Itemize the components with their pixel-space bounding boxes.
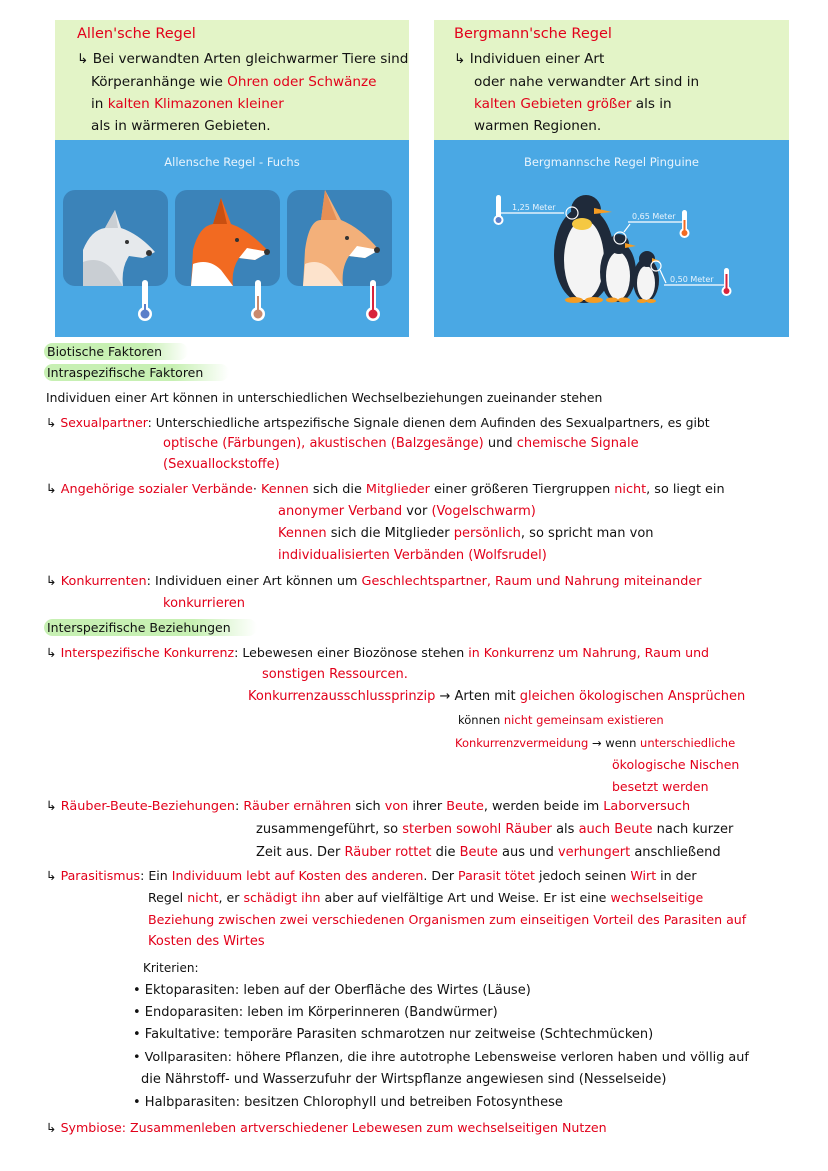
section-biotic-factors: Biotische Faktoren	[44, 343, 188, 360]
competitors-line-2: konkurrieren	[163, 596, 245, 611]
criteria-item-hemiparasite: • Halbparasiten: besitzen Chlorophyll und betreiben Fotosynthese	[133, 1095, 563, 1110]
interspecific-competition-line-1: ↳ Interspezifische Konkurrenz: Lebewesen einer Biozönose stehen in Konkurrenz um Nahrung, Raum und	[46, 645, 710, 660]
arctic-fox-tile	[63, 190, 168, 286]
interspecific-competition-line-4: können nicht gemeinsam existieren	[458, 713, 664, 727]
bergmann-note	[434, 20, 789, 140]
intro-text: Individuen einer Art können in unterschiedlichen Wechselbeziehungen zueinander stehen	[46, 390, 603, 405]
section-interspecific: Interspezifische Beziehungen	[44, 619, 257, 636]
penguin-thermometer-3	[722, 268, 732, 296]
predator-prey-line-1: ↳ Räuber-Beute-Beziehungen: Räuber ernähren sich von ihrer Beute, werden beide im Laborversuch	[46, 799, 691, 814]
parasitism-line-4: Kosten des Wirtes	[148, 934, 265, 949]
arctic-fox-icon	[63, 190, 168, 286]
parasitism-line-2: Regel nicht, er schädigt ihn aber auf vielfältige Art und Weise. Er ist eine wechselseitige	[148, 890, 704, 905]
interspecific-competition-line-2: sonstigen Ressourcen.	[262, 667, 408, 682]
allen-line-3: in kalten Klimazonen kleiner	[91, 96, 284, 112]
criteria-item-ecto: • Ektoparasiten: leben auf der Oberfläche des Wirtes (Läuse)	[133, 983, 531, 998]
section-intraspecific: Intraspezifische Faktoren	[44, 364, 229, 381]
allen-line-2: Körperanhänge wie Ohren oder Schwänze	[91, 74, 377, 90]
criteria-item-endo: • Endoparasiten: leben im Körperinneren (Bandwürmer)	[133, 1005, 498, 1020]
penguin-scene	[434, 140, 789, 337]
bergmann-line-1: ↳ Individuen einer Art	[454, 51, 605, 67]
sexual-partner-line-1: ↳ Sexualpartner: Unterschiedliche artspezifische Signale dienen dem Aufinden des Sexualpartners, es gibt	[46, 415, 710, 430]
social-groups-line-3: Kennen sich die Mitglieder persönlich, so spricht man von	[278, 526, 654, 541]
parasitism-line-3: Beziehung zwischen zwei verschiedenen Organismen zum einseitigen Vorteil des Parasiten auf	[148, 912, 747, 927]
interspecific-competition-line-3: Konkurrenzausschlussprinzip → Arten mit gleichen ökologischen Ansprüchen	[248, 689, 746, 704]
small-penguin-icon	[633, 251, 660, 303]
symbiosis-line: ↳ Symbiose: Zusammenleben artverschiedener Lebewesen zum wechselseitigen Nutzen	[46, 1120, 607, 1135]
predator-prey-line-3: Zeit aus. Der Räuber rottet die Beute aus und verhungert anschließend	[256, 845, 721, 860]
mild-thermometer-icon	[250, 278, 266, 322]
bergmann-line-3: kalten Gebieten größer als in	[474, 96, 672, 112]
bergmann-line-4: warmen Regionen.	[474, 118, 602, 134]
height-label-medium: 0,65 Meter	[632, 212, 676, 221]
red-fox-icon	[175, 190, 280, 286]
allen-line-1: ↳ Bei verwandten Arten gleichwarmer Tiere sind	[77, 51, 409, 67]
criteria-item-holoparasite: • Vollparasiten: höhere Pflanzen, die ihre autotrophe Lebensweise verloren haben und völlig auf	[133, 1050, 749, 1065]
interspecific-competition-line-5: Konkurrenzvermeidung → wenn unterschiedliche	[455, 736, 736, 750]
height-label-small: 0,50 Meter	[670, 275, 714, 284]
fox-illustration	[55, 140, 409, 337]
desert-fox-tile	[287, 190, 392, 286]
criteria-item-holoparasite-cont: die Nährstoff- und Wasserzufuhr der Wirtspflanze angewiesen sind (Nesselseide)	[141, 1072, 667, 1087]
sexual-partner-line-2: optische (Färbungen), akustischen (Balzgesänge) und chemische Signale	[163, 436, 639, 451]
penguin-illustration	[434, 140, 789, 337]
parasitism-criteria-heading: Kriterien:	[143, 961, 199, 975]
competitors-line-1: ↳ Konkurrenten: Individuen einer Art können um Geschlechtspartner, Raum und Nahrung miteinander	[46, 574, 702, 589]
criteria-item-facultative: • Fakultative: temporäre Parasiten schmarotzen nur zeitweise (Schtechmücken)	[133, 1027, 654, 1042]
penguin-thermometer-1	[494, 195, 504, 225]
allen-title: Allen'sche Regel	[77, 26, 196, 42]
red-fox-tile	[175, 190, 280, 286]
height-label-emperor: 1,25 Meter	[512, 203, 556, 212]
sexual-partner-line-3: (Sexuallockstoffe)	[163, 457, 280, 472]
parasitism-line-1: ↳ Parasitismus: Ein Individuum lebt auf Kosten des anderen. Der Parasit tötet jedoch seinen Wirt in der	[46, 868, 697, 883]
social-groups-line-1: ↳ Angehörige sozialer Verbände· Kennen sich die Mitglieder einer größeren Tiergruppen nicht, so liegt ein	[46, 482, 725, 497]
penguin-thermometer-2	[680, 210, 690, 238]
allen-line-4: als in wärmeren Gebieten.	[91, 118, 271, 134]
hot-thermometer-icon	[365, 278, 381, 322]
social-groups-line-4: individualisierten Verbänden (Wolfsrudel)	[278, 548, 547, 563]
desert-fox-icon	[287, 190, 392, 286]
fox-panel-title: Allensche Regel - Fuchs	[164, 155, 300, 169]
bergmann-line-2: oder nahe verwandter Art sind in	[474, 74, 700, 90]
cold-thermometer-icon	[137, 278, 153, 322]
bergmann-title: Bergmann'sche Regel	[454, 26, 612, 42]
social-groups-line-2: anonymer Verband vor (Vogelschwarm)	[278, 504, 536, 519]
predator-prey-line-2: zusammengeführt, so sterben sowohl Räuber als auch Beute nach kurzer	[256, 822, 734, 837]
penguin-panel-title: Bergmannsche Regel Pinguine	[523, 155, 700, 169]
interspecific-competition-line-6: ökologische Nischen	[612, 757, 740, 772]
allen-note	[55, 20, 409, 140]
interspecific-competition-line-7: besetzt werden	[612, 779, 709, 794]
